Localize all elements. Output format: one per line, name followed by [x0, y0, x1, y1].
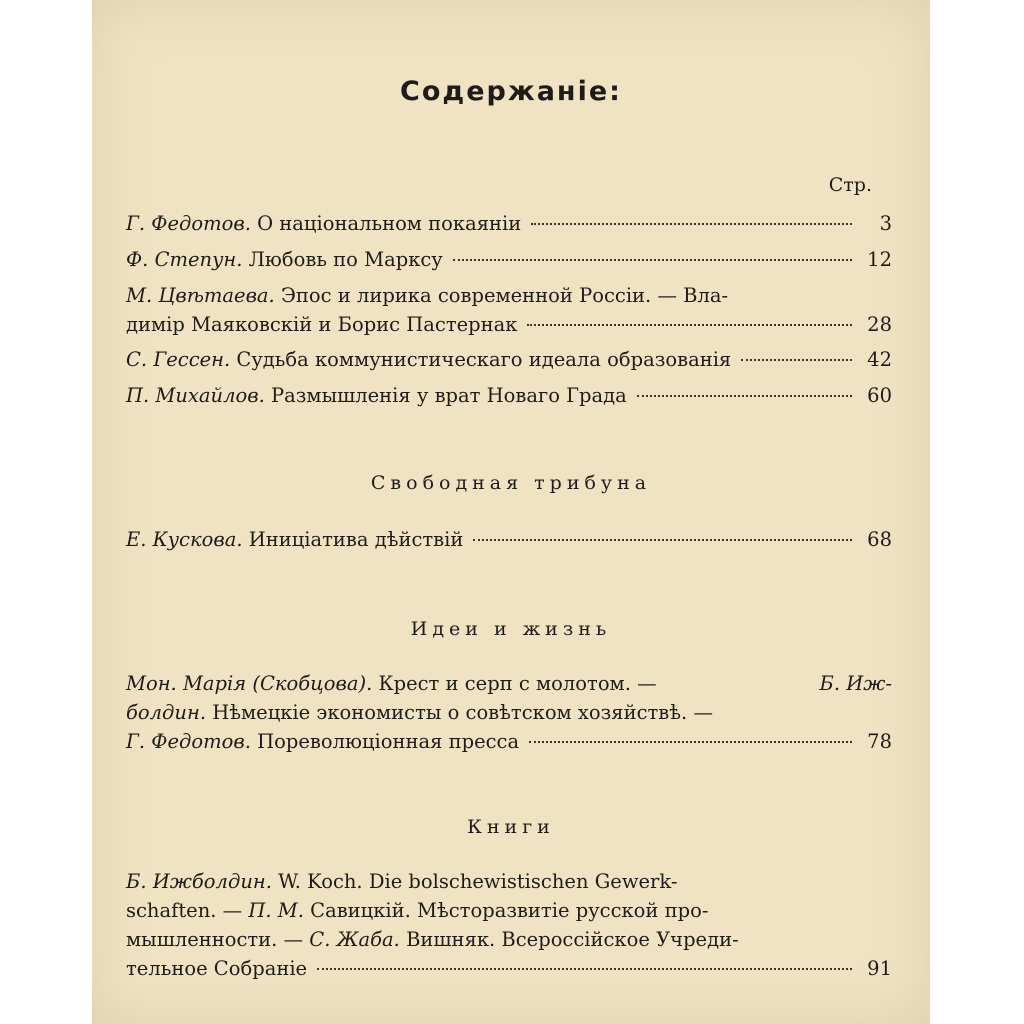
entry-text: schaften. —	[126, 899, 243, 922]
entry-text: Крест и серп с молотом. —	[378, 672, 657, 695]
dot-leader	[529, 741, 852, 743]
entry-page-number: 42	[867, 348, 892, 371]
dot-leader	[637, 395, 852, 397]
entry-page-number: 60	[867, 384, 892, 407]
toc-entry-mikhailov[interactable]	[126, 381, 892, 410]
entry-page-number: 91	[867, 957, 892, 980]
entry-author: болдин.	[126, 701, 207, 724]
dot-leader	[741, 359, 852, 361]
entry-author: Г. Федотов.	[126, 730, 251, 753]
entry-text: Вишняк. Всероссійское Учреди-	[406, 928, 739, 951]
entry-author: С. Гессен.	[126, 348, 231, 371]
toc-entry-books[interactable]	[126, 867, 892, 983]
entry-text: тельное Собраніе	[126, 957, 308, 980]
toc-entry-fedotov[interactable]	[126, 209, 892, 238]
entry-author: Б. Ижболдин.	[126, 870, 272, 893]
entry-title: Размышленія у врат Новаго Града	[271, 384, 627, 407]
entry-page-number: 68	[867, 528, 892, 551]
entry-author: Мон. Марія (Скобцова).	[126, 672, 373, 695]
entry-text: Пореволюціонная пресса	[257, 730, 520, 753]
dot-leader	[531, 223, 852, 225]
entry-text: мышленности. —	[126, 928, 304, 951]
page-column-label: Стр.	[828, 174, 872, 196]
dot-leader	[527, 324, 852, 326]
dot-leader	[473, 539, 852, 541]
dot-leader	[317, 968, 852, 970]
entry-text: W. Koch. Die bolschewistischen Gewerk-	[278, 870, 678, 893]
entry-author: С. Жаба.	[309, 928, 400, 951]
section-heading-ideas: Идеи и жизнь	[410, 618, 612, 640]
entry-page-number: 3	[879, 212, 892, 235]
entry-author: П. Михайлов.	[126, 384, 265, 407]
entry-author: Б. Иж-	[819, 672, 892, 695]
entry-page-number: 12	[867, 248, 892, 271]
entry-title-line-1: Эпос и лирика современной Россіи. — Вла-	[280, 284, 729, 307]
toc-entry-stepun[interactable]	[126, 245, 892, 274]
entry-author: Е. Кускова.	[126, 528, 243, 551]
entry-page-number: 28	[867, 313, 892, 336]
book-page	[92, 0, 930, 1024]
entry-page-number: 78	[867, 730, 892, 753]
toc-entry-tsvetaeva[interactable]	[126, 281, 892, 339]
entry-title: Судьба коммунистическаго идеала образованія	[236, 348, 732, 371]
dot-leader	[453, 259, 852, 261]
entry-title: О національном покаяніи	[257, 212, 522, 235]
page-title: Содержаніе:	[400, 76, 622, 107]
toc-entry-kuskova[interactable]	[126, 525, 892, 554]
section-heading-tribuna: Свободная трибуна	[370, 472, 652, 494]
entry-text: Нѣмецкіе экономисты о совѣтском хозяйствѣ. —	[212, 701, 713, 724]
entry-author: Г. Федотов.	[126, 212, 251, 235]
toc-entry-ideas[interactable]	[126, 669, 892, 756]
section-heading-books: Книги	[467, 816, 555, 838]
entry-author: П. М.	[248, 899, 304, 922]
entry-title: Иниціатива дѣйствій	[248, 528, 464, 551]
entry-text: Савицкій. Мѣсторазвитіе русской про-	[310, 899, 709, 922]
entry-title-line-2: димір Маяковскій и Борис Пастернак	[126, 313, 518, 336]
entry-author: Ф. Степун.	[126, 248, 243, 271]
entry-title: Любовь по Марксу	[248, 248, 443, 271]
entry-author: М. Цвѣтаева.	[126, 284, 275, 307]
toc-entry-gessen[interactable]	[126, 345, 892, 374]
